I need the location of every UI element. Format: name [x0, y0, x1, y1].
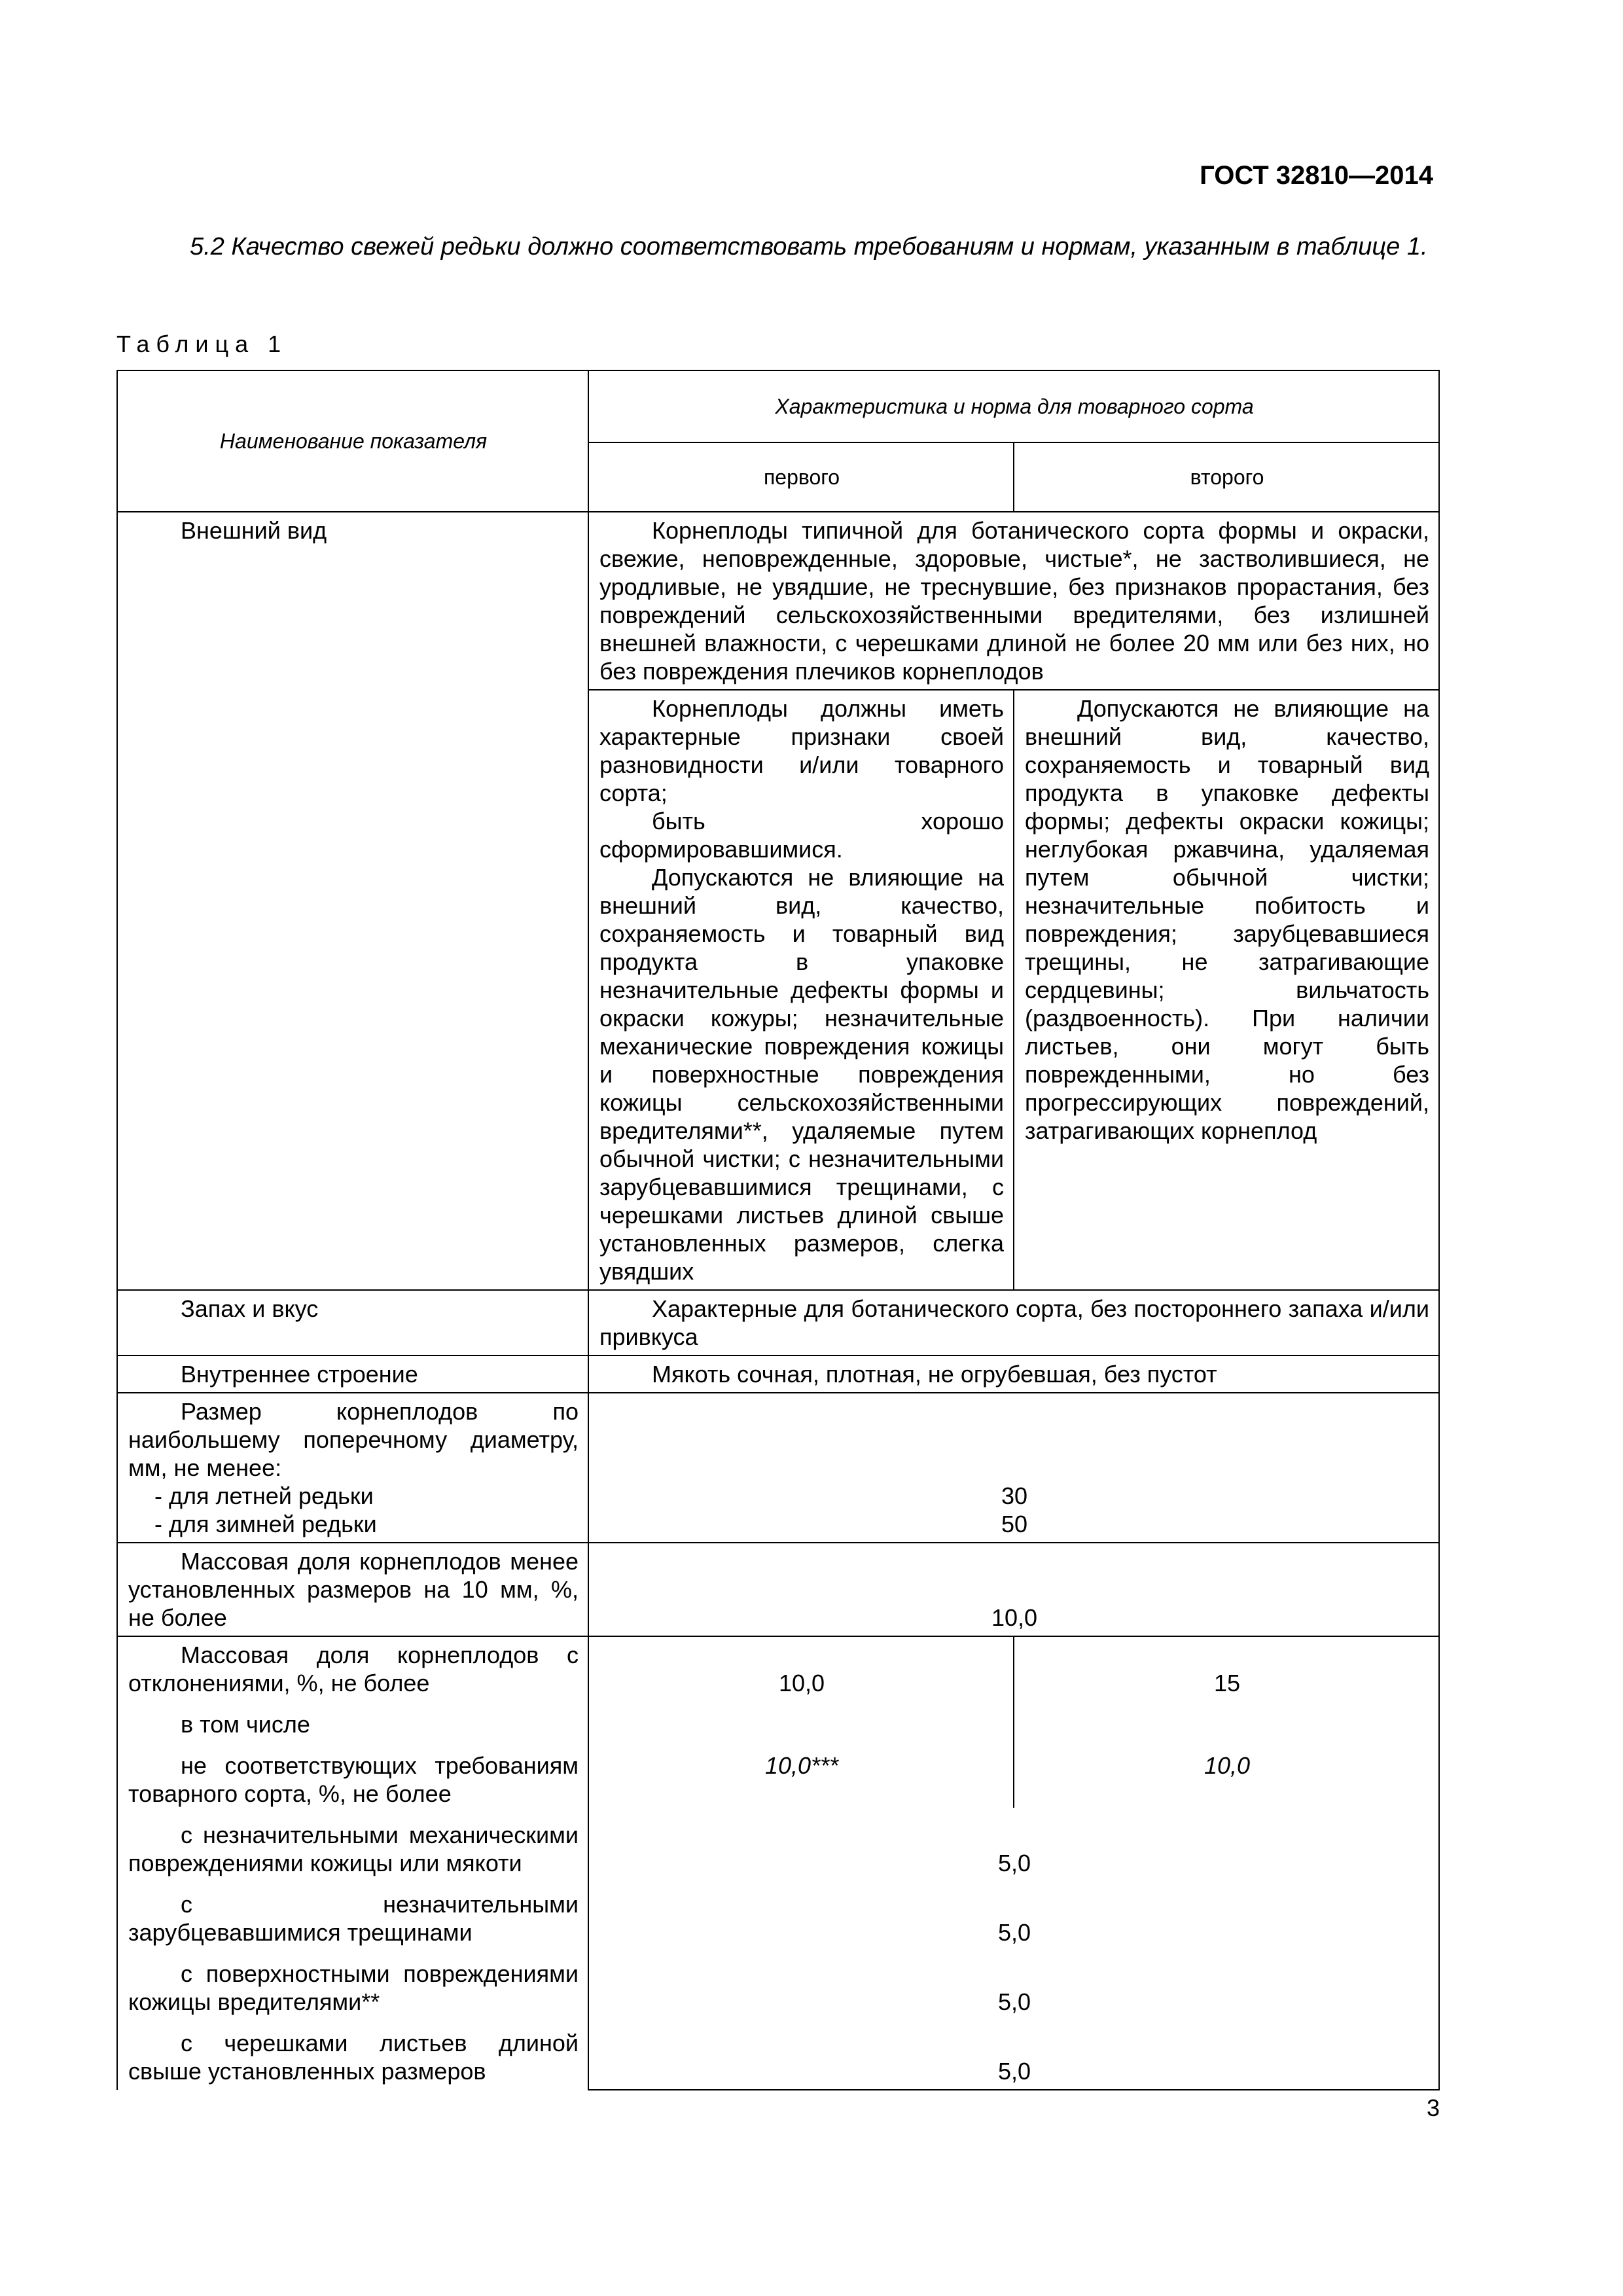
table-row [117, 1808, 1439, 2090]
table-label: Таблица 1 [116, 331, 288, 357]
table-row [117, 1290, 1439, 1355]
table-row [117, 512, 1439, 690]
deviations-second: 15 [1213, 1670, 1241, 1696]
cracks-value: 5,0 [997, 1919, 1031, 1946]
table-row [117, 1393, 1439, 1543]
stems-name: с черешками листьев длиной свыше установленных размеров [128, 2030, 579, 2085]
deviations-name: Массовая доля корнеплодов с отклонениями, %, не более [128, 1641, 579, 1696]
structure-value: Мякоть сочная, плотная, не огрубевшая, без пустот [588, 1355, 1439, 1393]
stems-value: 5,0 [997, 2058, 1031, 2085]
nonconforming-second: 10,0 [1204, 1752, 1251, 1779]
cracks-name: с незначительными зарубцевавшимися трещинами [128, 1891, 579, 1946]
nonconforming-first: 10,0*** [764, 1752, 839, 1779]
document-code: ГОСТ 32810—2014 [1200, 161, 1433, 190]
intro-paragraph: 5.2 Качество свежей редьки должно соответствовать требованиям и нормам, указанным в таблице 1. [190, 233, 1428, 260]
pests-name: с поверхностными повреждениями кожицы вредителями** [128, 1960, 579, 2015]
size-winter-value: 50 [1001, 1511, 1028, 1537]
quality-table [116, 370, 1440, 2090]
size-summer-value: 30 [1001, 1482, 1028, 1509]
structure-name: Внутреннее строение [117, 1355, 588, 1393]
appearance-first-p2: быть хорошо сформировавшимися. [599, 808, 1004, 863]
deviations-first: 10,0 [778, 1670, 825, 1696]
size-summer-label: - для летней редьки [154, 1482, 374, 1509]
pests-value: 5,0 [997, 1988, 1031, 2015]
header-indicator: Наименование показателя [117, 370, 588, 512]
table-row [117, 1543, 1439, 1636]
appearance-common: Корнеплоды типичной для ботанического сорта формы и окраски, свежие, неповрежденные, здоровые, чистые*, не застволившиеся, не уродливые, не увядшие, не треснувшие, без признаков прорастания, без повреждений сельскохозяйственными вредителями, без излишней внешней влажности, с черешками длиной не более 20 мм или без них, но без повреждения плечиков корнеплодов [588, 512, 1439, 690]
size-winter-label: - для зимней редьки [154, 1511, 377, 1537]
appearance-name: Внешний вид [117, 512, 588, 1290]
size-name: Размер корнеплодов по наибольшему поперечному диаметру, мм, не менее: [128, 1398, 579, 1481]
appearance-second: Допускаются не влияющие на внешний вид, качество, сохраняемость и товарный вид продукта в упаковке дефекты формы; дефекты окраски кожицы; неглубокая ржавчина, удаляемая путем обычной чистки; незначительные побитость и повреждения; зарубцевавшиеся трещины, не затрагивающие сердцевины; вильчатость (раздвоенность). При наличии листьев, они могут быть поврежденными, но без прогрессирующих повреждений, затрагивающих корнеплод [1014, 690, 1439, 1290]
header-characteristic: Характеристика и норма для товарного сорта [588, 370, 1439, 442]
deviations-including: в том числе [181, 1711, 310, 1738]
smell-name: Запах и вкус [117, 1290, 588, 1355]
smell-value: Характерные для ботанического сорта, без постороннего запаха и/или привкуса [588, 1290, 1439, 1355]
nonconforming-name: не соответствующих требованиям товарного сорта, %, не более [128, 1752, 579, 1807]
header-first-grade: первого [588, 442, 1014, 512]
appearance-first-p1: Корнеплоды должны иметь характерные признаки своей разновидности и/или товарного сорта; [599, 695, 1004, 806]
page-number: 3 [1426, 2094, 1440, 2121]
mech-name: с незначительными механическими повреждениями кожицы или мякоти [128, 1821, 579, 1876]
undersize-value: 10,0 [588, 1543, 1439, 1636]
table-row [117, 1636, 1439, 1808]
table-row [117, 1355, 1439, 1393]
appearance-first-p3: Допускаются не влияющие на внешний вид, качество, сохраняемость и товарный вид продукта в упаковке незначительные дефекты формы и окраски кожуры; незначительные механические повреждения кожицы и поверхностные повреждения кожицы сельскохозяйственными вредителями**, удаляемые путем обычной чистки; с незначительными зарубцевавшимися трещинами, с черешками листьев длиной свыше установленных размеров, слегка увядших [599, 864, 1004, 1285]
mech-value: 5,0 [997, 1850, 1031, 1876]
header-second-grade: второго [1014, 442, 1439, 512]
undersize-name: Массовая доля корнеплодов менее установленных размеров на 10 мм, %, не более [117, 1543, 588, 1636]
